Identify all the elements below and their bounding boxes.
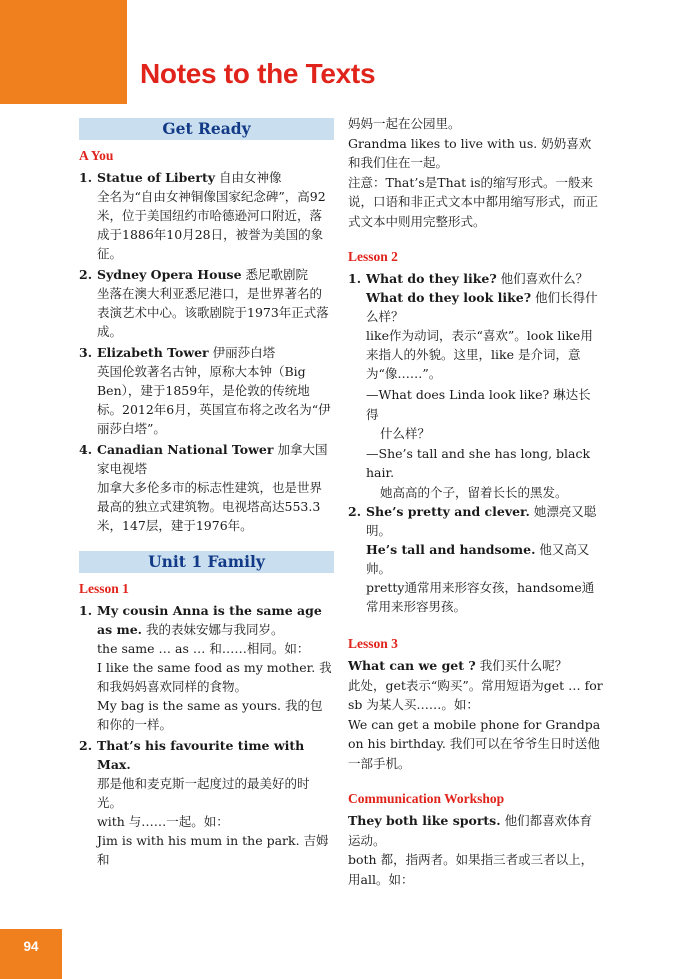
note-text: pretty通常用来形容女孩，handsome通常用来形容男孩。: [366, 580, 595, 614]
corner-decoration: [0, 0, 127, 104]
item-title: What can we get ?: [348, 658, 476, 673]
item-title-2: What do they look like?: [366, 290, 532, 305]
item-number: 1.: [79, 603, 93, 618]
item-title: Statue of Liberty: [97, 170, 215, 185]
item-zh-title: 伊丽莎白塔: [212, 345, 276, 360]
example-sentence: I like the same food as my mother. 我和我妈妈喜欢同样的食物。: [97, 660, 332, 694]
example-sentence: My bag is the same as yours. 我的包和你的一样。: [97, 698, 323, 732]
subheading-lesson-3: Lesson 3: [348, 636, 398, 651]
item-zh-title: 那是他和麦克斯一起度过的最美好的时光。: [97, 776, 310, 810]
item-zh-title: 他们喜欢什么？: [500, 271, 589, 286]
item-title: Sydney Opera House: [97, 267, 242, 282]
item-title: My cousin Anna is the same age as me.: [97, 603, 322, 637]
item-zh-title: 悉尼歌剧院: [245, 267, 309, 282]
item-zh-title: 加拿大国家电视塔: [97, 442, 328, 476]
subheading-lesson-2: Lesson 2: [348, 249, 398, 264]
item-description: 坐落在澳大利亚悉尼港口，是世界著名的表演艺术中心。该歌剧院于1973年正式落成。: [97, 286, 329, 339]
example-sentence: Jim is with his mum in the park. 吉姆和: [97, 833, 329, 867]
note-item-statue-of-liberty: [79, 168, 334, 263]
note-item-canadian-national-tower: [79, 440, 334, 535]
left-column: [79, 118, 334, 871]
item-title: They both like sports.: [348, 813, 501, 828]
dialog-line-cont: 她高高的个子，留着长长的黑发。: [380, 484, 568, 500]
right-column: [348, 114, 603, 889]
note-text: the same … as … 和……相同。如：: [97, 641, 310, 656]
item-zh-title: 我们买什么呢？: [479, 658, 568, 673]
note-item-elizabeth-tower: [79, 343, 334, 438]
item-zh-title: 我的表妹安娜与我同岁。: [146, 622, 284, 637]
item-zh-title-2: 他又高又帅。: [366, 542, 590, 576]
example-sentence: Grandma likes to live with us. 奶奶喜欢和我们住在一起。: [348, 135, 592, 170]
dialog-example: [348, 385, 603, 502]
dialog-line: —She’s tall and she has long, black hair.: [366, 445, 591, 480]
subheading-communication-workshop: Communication Workshop: [348, 791, 505, 806]
dialog-line-cont: 什么样？: [380, 426, 431, 441]
subheading-lesson-1: Lesson 1: [79, 581, 129, 596]
page-title: Notes to the Texts: [140, 58, 376, 89]
note-text: with 与……一起。如：: [97, 814, 229, 829]
item-number: 1.: [348, 271, 362, 286]
item-title: That’s his favourite time with Max.: [97, 738, 305, 772]
item-number: 2.: [79, 738, 93, 753]
item-zh-title-2: 他们长得什么样？: [366, 290, 598, 324]
section-heading-get-ready: Get Ready: [79, 118, 334, 140]
example-sentence: We can get a mobile phone for Grandpa on his birthday. 我们可以在爷爷生日时送他一部手机。: [348, 716, 601, 771]
item-number: 1.: [79, 170, 93, 185]
item-number: 3.: [79, 345, 93, 360]
page-number: 94: [0, 929, 62, 979]
item-zh-title: 她漂亮又聪明。: [366, 504, 597, 538]
item-title: Elizabeth Tower: [97, 345, 209, 360]
note-item-sydney-opera-house: [79, 265, 334, 341]
item-number: 4.: [79, 442, 93, 457]
item-title: Canadian National Tower: [97, 442, 274, 457]
note-text: like作为动词，表示“喜欢”。look like用来指人的外貌。这里，like 是介词，意为“像……”。: [366, 328, 593, 381]
subheading-a-you: A You: [79, 148, 114, 163]
item-zh-title: 自由女神像: [218, 170, 282, 185]
section-heading-unit-1: Unit 1 Family: [79, 551, 334, 573]
note-text: both 都，指两者。如果指三者或三者以上，用all。如：: [348, 852, 594, 887]
item-title-2: He’s tall and handsome.: [366, 542, 536, 557]
note-item-pretty-and-clever: [348, 502, 603, 616]
continued-text: 妈妈一起在公园里。: [348, 116, 461, 131]
item-description: 英国伦敦著名古钟，原称大本钟（Big Ben），建于1859年，是伦敦的传统地标。2012年6月，英国宣布将之改名为“伊丽莎白塔”。: [97, 364, 331, 436]
item-number: 2.: [348, 504, 362, 519]
note-text: 此处，get表示“购买”。常用短语为get … for sb 为某人买……。如：: [348, 677, 603, 712]
item-description: 加拿大多伦多市的标志性建筑，也是世界最高的独立式建筑物。电视塔高达553.3米，147层，建于1976年。: [97, 480, 323, 533]
item-zh-title: 他们都喜欢体育运动。: [348, 813, 593, 848]
note-item-what-do-they-like: [348, 269, 603, 383]
usage-note: 注意：That’s是That is的缩写形式。一般来说，口语和非正式文本中都用缩写形式，而正式文本中则用完整形式。: [348, 174, 599, 229]
item-description: 全名为“自由女神铜像国家纪念碑”，高92米，位于美国纽约市哈德逊河口附近，落成于1886年10月28日，被誉为美国的象征。: [97, 189, 326, 261]
dialog-line: —What does Linda look like? 琳达长得: [366, 387, 591, 422]
note-item-favourite-time: [79, 736, 334, 869]
item-title: She’s pretty and clever.: [366, 504, 530, 519]
item-title: What do they like?: [366, 271, 497, 286]
item-number: 2.: [79, 267, 93, 282]
note-item-same-age: [79, 601, 334, 734]
